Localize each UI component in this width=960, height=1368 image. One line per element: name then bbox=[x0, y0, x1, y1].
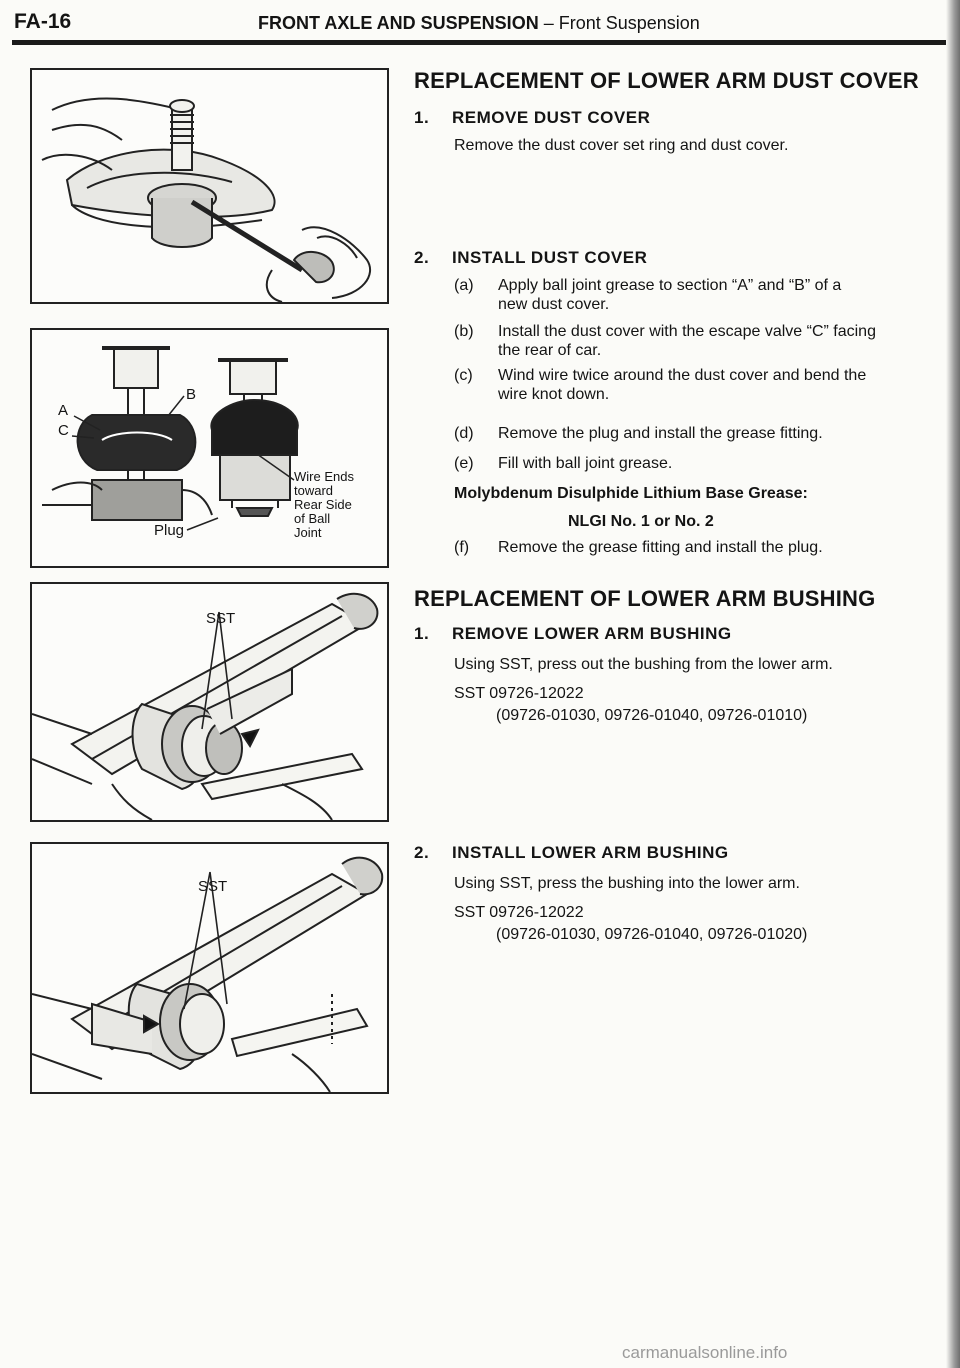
sub-step-c bbox=[454, 366, 866, 404]
sub-step-text: Fill with ball joint grease. bbox=[498, 455, 673, 472]
illustration-screwdriver-dust-cover bbox=[32, 70, 387, 302]
step-title: REMOVE DUST COVER bbox=[452, 108, 651, 127]
sub-step-letter: (d) bbox=[454, 425, 474, 442]
section-heading-bushing: REPLACEMENT OF LOWER ARM BUSHING bbox=[414, 586, 876, 611]
label-c: C bbox=[58, 422, 69, 439]
scan-edge-shadow bbox=[946, 0, 960, 1368]
grease-spec: NLGI No. 1 or No. 2 bbox=[568, 513, 714, 530]
sub-step-text-cont: new dust cover. bbox=[498, 296, 610, 313]
sub-step-text-cont: the rear of car. bbox=[498, 342, 602, 359]
page-id: FA-16 bbox=[14, 10, 72, 33]
callout-line: toward bbox=[294, 483, 334, 498]
sub-step-text: Remove the plug and install the grease fitting. bbox=[498, 425, 823, 442]
sub-step-letter: (c) bbox=[454, 367, 473, 384]
step-number: 2. bbox=[414, 843, 430, 862]
callout-line: of Ball bbox=[294, 511, 331, 526]
label-a: A bbox=[58, 402, 69, 419]
header-rule bbox=[12, 40, 948, 45]
callout-line: Wire Ends bbox=[294, 469, 354, 484]
page-title-main: FRONT AXLE AND SUSPENSION bbox=[258, 13, 539, 33]
step-title: REMOVE LOWER ARM BUSHING bbox=[452, 624, 732, 643]
callout-line: Rear Side bbox=[294, 497, 352, 512]
figure-remove-bushing bbox=[30, 582, 389, 822]
label-sst: SST bbox=[198, 878, 228, 895]
step-text: Remove the dust cover set ring and dust cover. bbox=[454, 137, 789, 154]
sub-step-f bbox=[454, 538, 823, 557]
sub-step-letter: (b) bbox=[454, 323, 474, 340]
grease-label: Molybdenum Disulphide Lithium Base Grease: bbox=[454, 485, 808, 502]
step-title: INSTALL LOWER ARM BUSHING bbox=[452, 843, 729, 862]
sst-number: SST 09726-12022 bbox=[454, 904, 584, 921]
step-remove-bushing bbox=[414, 624, 732, 644]
sub-step-text: Install the dust cover with the escape valve “C” facing bbox=[498, 323, 876, 340]
sub-step-b bbox=[454, 322, 876, 360]
sub-step-d bbox=[454, 424, 823, 443]
sst-parts: (09726-01030, 09726-01040, 09726-01010) bbox=[496, 707, 808, 724]
sub-step-text: Apply ball joint grease to section “A” and “B” of a bbox=[498, 277, 842, 294]
step-remove-dust-cover bbox=[414, 108, 650, 128]
sub-step-letter: (a) bbox=[454, 277, 474, 294]
page-title bbox=[258, 13, 700, 34]
sub-step-letter: (f) bbox=[454, 539, 470, 556]
page-subtitle: – Front Suspension bbox=[543, 13, 700, 33]
step-number: 1. bbox=[414, 624, 430, 643]
wire-ends-callout bbox=[294, 470, 354, 540]
figure-install-dust-cover bbox=[30, 328, 389, 568]
sub-step-text-cont: wire knot down. bbox=[498, 386, 610, 403]
watermark: carmanualsonline.info bbox=[622, 1343, 788, 1362]
label-plug: Plug bbox=[154, 522, 185, 539]
figure-remove-dust-cover bbox=[30, 68, 389, 304]
step-number: 2. bbox=[414, 248, 430, 267]
label-sst: SST bbox=[206, 610, 236, 627]
sub-step-letter: (e) bbox=[454, 455, 474, 472]
step-title: INSTALL DUST COVER bbox=[452, 248, 648, 267]
step-install-dust-cover bbox=[414, 248, 647, 268]
sub-step-text: Remove the grease fitting and install the plug. bbox=[498, 539, 823, 556]
callout-line: Joint bbox=[294, 525, 322, 540]
label-b: B bbox=[186, 386, 197, 403]
page-header bbox=[0, 0, 960, 48]
step-number: 1. bbox=[414, 108, 430, 127]
section-heading-dust-cover: REPLACEMENT OF LOWER ARM DUST COVER bbox=[414, 68, 919, 93]
sub-step-e bbox=[454, 454, 672, 473]
sst-number: SST 09726-12022 bbox=[454, 685, 584, 702]
step-text: Using SST, press out the bushing from the lower arm. bbox=[454, 656, 833, 673]
step-text: Using SST, press the bushing into the lower arm. bbox=[454, 875, 800, 892]
sst-parts: (09726-01030, 09726-01040, 09726-01020) bbox=[496, 926, 808, 943]
step-install-bushing bbox=[414, 843, 729, 863]
figure-install-bushing bbox=[30, 842, 389, 1094]
sub-step-text: Wind wire twice around the dust cover and bend the bbox=[498, 367, 867, 384]
sub-step-a bbox=[454, 276, 841, 314]
